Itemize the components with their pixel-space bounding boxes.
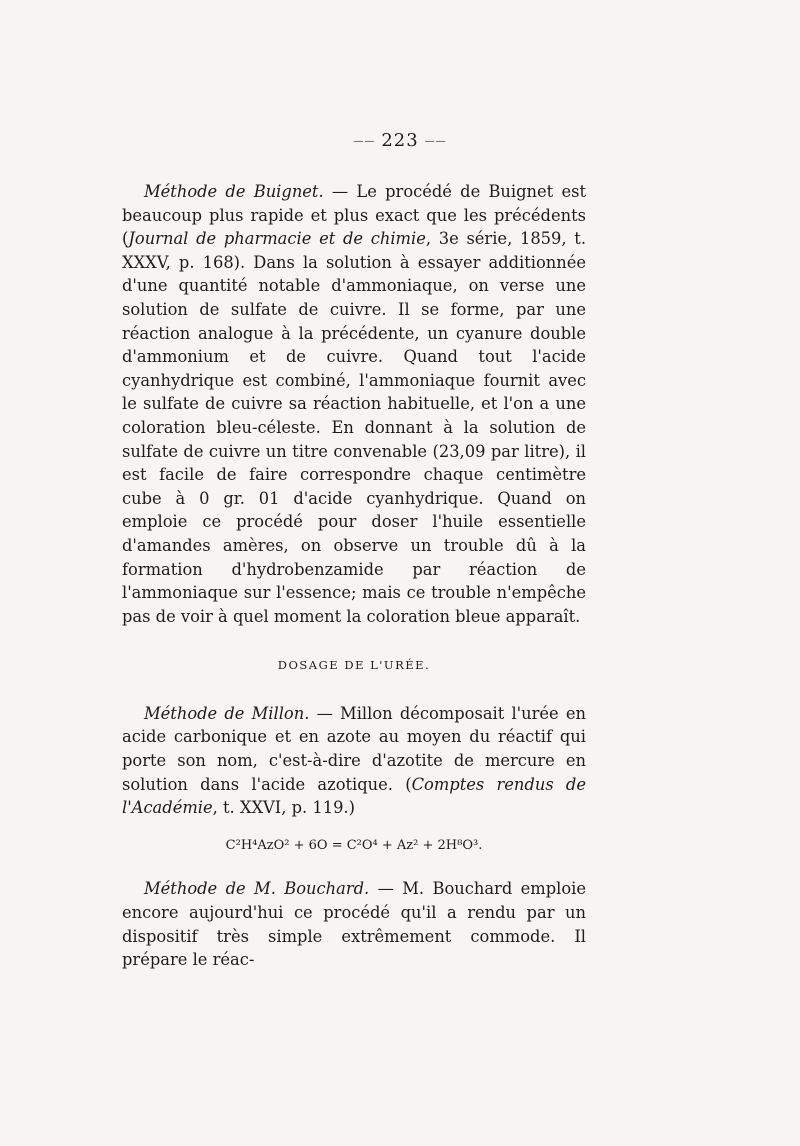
body-text — [122, 180, 586, 972]
method-title-bouchard: Méthode de M. Bouchard. — [144, 879, 370, 899]
paragraph-buignet — [122, 180, 586, 628]
paragraph-bouchard — [122, 877, 586, 971]
method-title-buignet: Méthode de Buignet. — [144, 182, 324, 201]
citation-journal: Journal de pharmacie et de chimie — [128, 229, 426, 249]
paragraph-millon — [122, 702, 586, 820]
section-heading: DOSAGE DE L'URÉE. — [277, 658, 431, 673]
paragraph-bouchard-text: — M. Bouchard emploie encore aujourd'hui ce procédé qu'il a rendu par un dispositif très simple extrêmement commode. Il prépare le réac- — [122, 879, 586, 970]
method-title-millon: Méthode de Millon. — [144, 703, 310, 723]
citation-comptes-rendus: Comptes rendus de l'Académie — [122, 774, 586, 818]
folio-ornament-left: —— — [353, 135, 376, 147]
page-number: 223 — [381, 130, 419, 151]
paragraph-buignet-text-a: — Le procédé de Buignet est beaucoup plus rapide et plus exact que les précédents ( — [122, 182, 586, 249]
paragraph-millon-text-a: — Millon décomposait l'urée en acide carbonique et en azote au moyen du réactif qui porte son nom, c'est-à-dire d'azotite de mercure en solution dans l'acide azotique. ( — [122, 703, 586, 794]
page-number-header — [0, 130, 800, 151]
paragraph-millon-text-b: , t. XXVI, p. 119.) — [212, 798, 355, 818]
paragraph-buignet-text-b: , 3e série, 1859, t. XXXV, p. 168). Dans la solution à essayer additionnée d'une quantité notable d'ammoniaque, on verse une solution de sulfate de cuivre. Il se forme, par une réaction analogue à la précédente, un cyanure double d'ammonium et de cuivre. Quand tout l'acide cyanhydrique est combiné, l'ammoniaque fournit avec le sulfate de cuivre sa réaction habituelle, et l'on a une coloration bleu-céleste. En donnant à la solution de sulfate de cuivre un titre convenable (23,09 par litre), il est facile de faire correspondre chaque centimètre cube à 0 gr. 01 d'acide cyanhydrique. Quand on emploie ce procédé pour doser l'huile essentielle d'amandes amères, on observe un trouble dû à la formation d'hydrobenzamide par réaction de l'ammoniaque sur l'essence; mais ce trouble n'empêche pas de voir à quel moment la coloration bleue apparaît. — [122, 229, 586, 626]
chemical-formula: C²H⁴AzO² + 6O = C²O⁴ + Az² + 2H⁸O³. — [225, 837, 483, 853]
folio-ornament-right: —— — [424, 135, 447, 147]
